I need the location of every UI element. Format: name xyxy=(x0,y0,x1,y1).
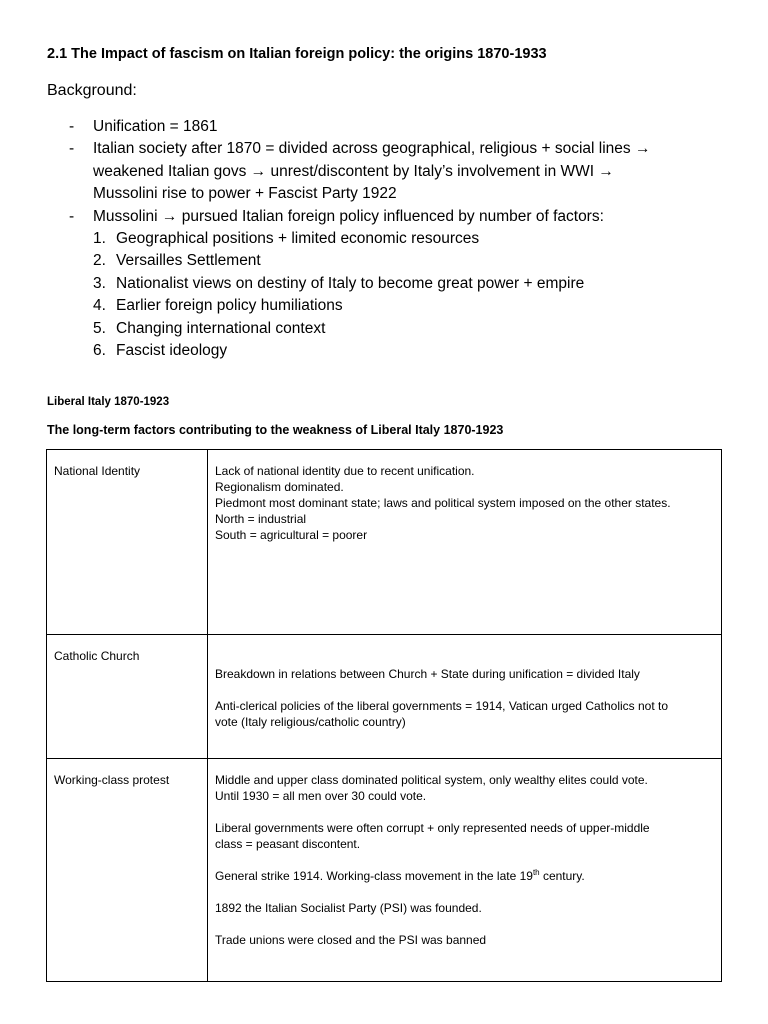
factor-item xyxy=(0,228,768,250)
content-line: 1892 the Italian Socialist Party (PSI) was founded. xyxy=(215,901,482,915)
list-item xyxy=(0,206,768,228)
content-line: Piedmont most dominant state; laws and political system imposed on the other states. xyxy=(215,496,671,510)
row-label-working-class: Working-class protest xyxy=(47,759,208,982)
factor-number: 1. xyxy=(93,229,106,247)
content-line: North = industrial xyxy=(215,512,307,526)
list-item-continuation xyxy=(0,161,768,183)
factor-number: 3. xyxy=(93,274,106,292)
table-heading: The long-term factors contributing to the weakness of Liberal Italy 1870-1923 xyxy=(47,423,504,437)
row-content-catholic-church xyxy=(208,635,722,759)
content-line: Trade unions were closed and the PSI was banned xyxy=(215,933,487,947)
content-line: Anti-clerical policies of the liberal governments = 1914, Vatican urged Catholics not to xyxy=(215,699,669,713)
table-row xyxy=(47,759,722,982)
factor-item xyxy=(0,295,768,317)
bullet-text: Mussolini → pursued Italian foreign policy influenced by number of factors: xyxy=(93,207,604,225)
content-line: Breakdown in relations between Church + State during unification = divided Italy xyxy=(215,667,640,681)
list-item xyxy=(0,138,768,160)
factor-text: Changing international context xyxy=(116,319,326,337)
table-row xyxy=(47,635,722,759)
factor-text: Fascist ideology xyxy=(116,341,228,359)
content-line: Liberal governments were often corrupt + only represented needs of upper-middle xyxy=(215,821,650,835)
content-line: Lack of national identity due to recent unification. xyxy=(215,464,475,478)
table-row xyxy=(47,450,722,635)
content-text: General strike 1914. Working-class movement in the late 19 xyxy=(215,869,533,883)
content-text: century. xyxy=(539,869,585,883)
row-label-catholic-church: Catholic Church xyxy=(47,635,208,759)
content-line: Until 1930 = all men over 30 could vote. xyxy=(215,789,427,803)
content-line: Regionalism dominated. xyxy=(215,480,344,494)
row-content-working-class xyxy=(208,759,722,982)
factor-text: Nationalist views on destiny of Italy to become great power + empire xyxy=(116,274,585,292)
bullet-dash: - xyxy=(69,140,75,158)
bullet-dash: - xyxy=(69,118,75,135)
content-line xyxy=(215,868,714,884)
background-heading: Background: xyxy=(47,82,137,99)
factor-number: 5. xyxy=(93,319,106,337)
content-line: Middle and upper class dominated political system, only wealthy elites could vote. xyxy=(215,773,648,787)
bullet-text: Mussolini rise to power + Fascist Party 1922 xyxy=(93,185,397,203)
row-label-national-identity: National Identity xyxy=(47,450,208,635)
factor-number: 6. xyxy=(93,341,106,359)
factor-text: Geographical positions + limited economic resources xyxy=(116,229,480,247)
factor-number: 4. xyxy=(93,297,106,315)
superscript: th xyxy=(532,868,540,877)
factor-item xyxy=(0,250,768,272)
list-item xyxy=(0,116,768,138)
factor-text: Versailles Settlement xyxy=(116,252,261,270)
factor-item xyxy=(0,340,768,362)
factors-table xyxy=(46,449,722,982)
bullet-text: weakened Italian govs → unrest/discontent by Italy’s involvement in WWI → xyxy=(93,162,614,180)
row-content-national-identity xyxy=(208,450,722,635)
factor-number: 2. xyxy=(93,252,106,270)
content-line: vote (Italy religious/catholic country) xyxy=(215,715,406,729)
content-line: South = agricultural = poorer xyxy=(215,528,368,542)
factor-item xyxy=(0,273,768,295)
factor-text: Earlier foreign policy humiliations xyxy=(116,297,343,315)
page-title: 2.1 The Impact of fascism on Italian foreign policy: the origins 1870-1933 xyxy=(47,46,547,62)
content-line: class = peasant discontent. xyxy=(215,837,361,851)
list-item-continuation xyxy=(0,183,768,205)
factor-item xyxy=(0,318,768,340)
bullet-text: Italian society after 1870 = divided across geographical, religious + social lines → xyxy=(93,140,651,158)
background-list xyxy=(0,116,768,362)
section-heading: Liberal Italy 1870-1923 xyxy=(47,396,170,408)
bullet-dash: - xyxy=(69,207,75,225)
bullet-text: Unification = 1861 xyxy=(93,118,218,135)
